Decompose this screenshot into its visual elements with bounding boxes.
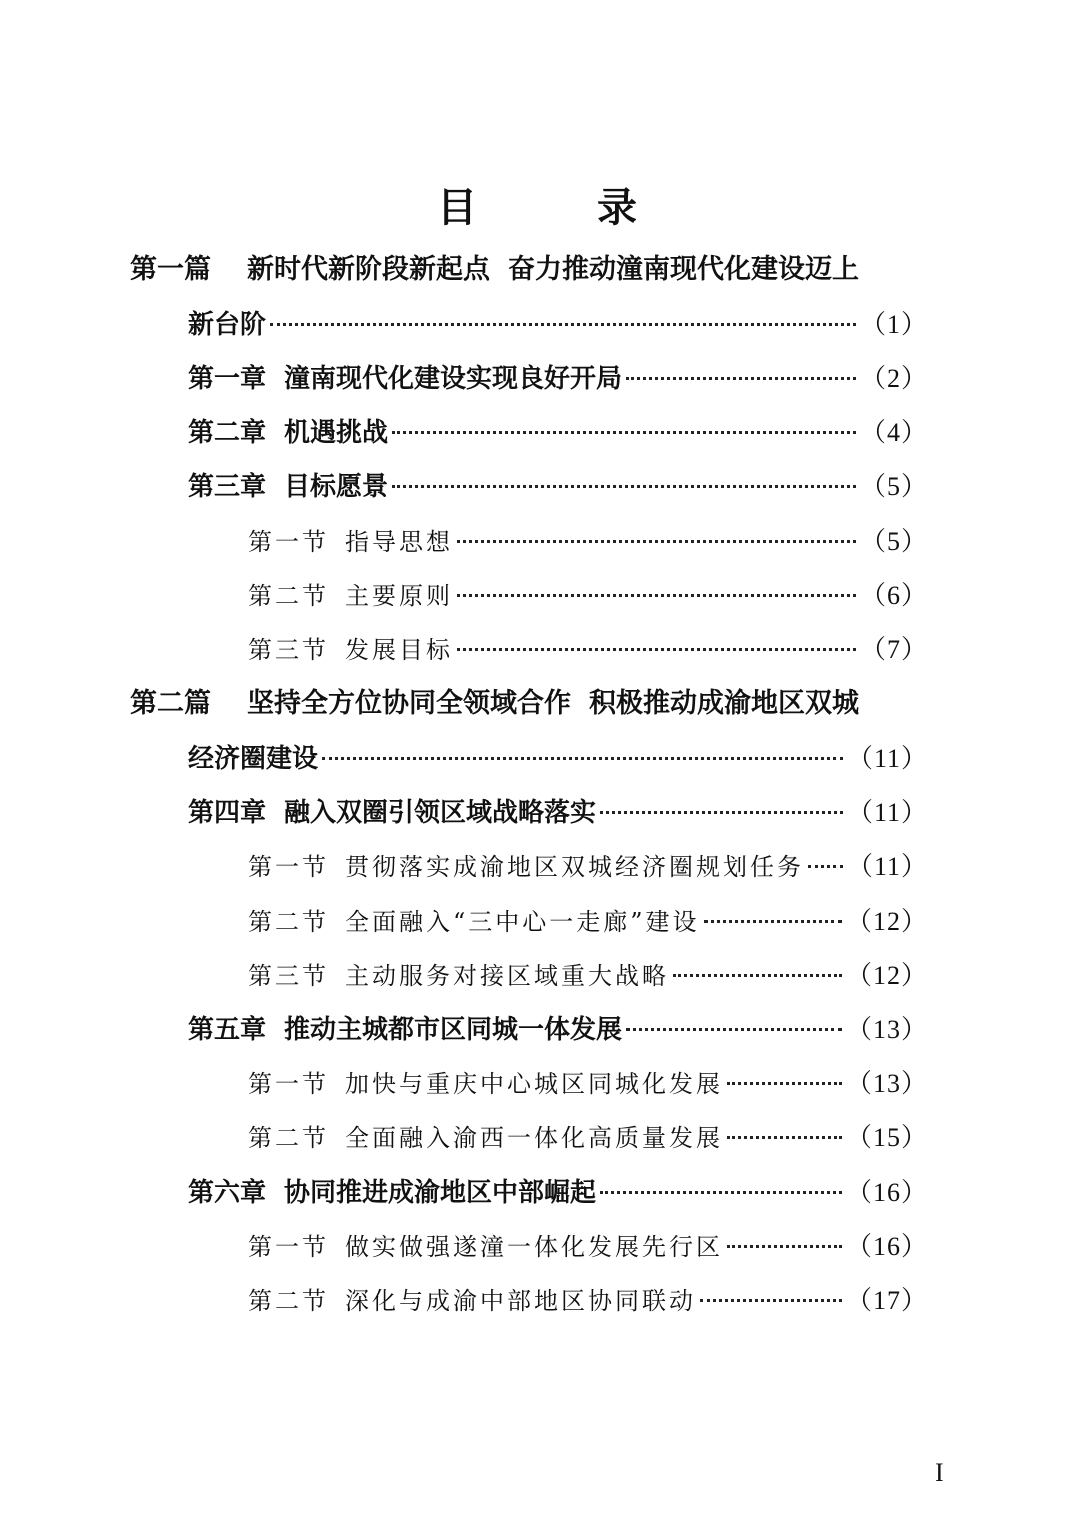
section-number: 第二节 xyxy=(248,1124,329,1152)
part-number: 第二篇 xyxy=(130,688,211,719)
toc-section[interactable] xyxy=(248,522,928,562)
part-title-continued: 经济圈建设 xyxy=(188,744,319,774)
section-number: 第一节 xyxy=(248,528,329,556)
page-number: （13） xyxy=(845,1015,928,1044)
dot-leader xyxy=(704,920,842,923)
page-number: （4） xyxy=(859,418,928,447)
chapter-title: 协同推进成渝地区中部崛起 xyxy=(284,1178,597,1208)
dot-leader xyxy=(457,648,856,651)
chapter-number: 第二章 xyxy=(188,418,267,448)
part-title-1: 新时代新阶段新起点 xyxy=(247,254,490,285)
dot-leader xyxy=(600,1191,842,1194)
toc-section[interactable] xyxy=(248,1118,928,1158)
section-title: 发展目标 xyxy=(345,636,453,664)
part-number: 第一篇 xyxy=(130,254,211,285)
dot-leader xyxy=(392,485,856,488)
page-number: （11） xyxy=(846,852,928,881)
section-title: 全面融入“三中心一走廊”建设 xyxy=(345,908,700,936)
chapter-title: 机遇挑战 xyxy=(284,418,389,448)
toc-part-continuation[interactable] xyxy=(188,305,928,345)
section-number: 第二节 xyxy=(248,582,329,610)
section-title: 加快与重庆中心城区同城化发展 xyxy=(345,1070,723,1098)
section-number: 第一节 xyxy=(248,1070,329,1098)
chapter-number: 第四章 xyxy=(188,798,267,828)
dot-leader xyxy=(673,974,842,977)
dot-leader xyxy=(626,1028,842,1031)
page-number: （2） xyxy=(859,364,928,393)
dot-leader xyxy=(457,540,856,543)
page-number: （15） xyxy=(845,1123,928,1152)
toc-section[interactable] xyxy=(248,1227,928,1267)
dot-leader xyxy=(457,594,856,597)
toc-chapter[interactable] xyxy=(188,359,928,399)
page-number: （1） xyxy=(859,310,928,339)
chapter-title: 推动主城都市区同城一体发展 xyxy=(284,1015,623,1045)
section-number: 第三节 xyxy=(248,636,329,664)
section-number: 第二节 xyxy=(248,908,329,936)
page-number: （12） xyxy=(845,907,928,936)
chapter-title: 潼南现代化建设实现良好开局 xyxy=(284,364,623,394)
toc-chapter[interactable] xyxy=(188,1173,928,1213)
part-title-continued: 新台阶 xyxy=(188,310,267,340)
toc-section[interactable] xyxy=(248,630,928,670)
toc-chapter[interactable] xyxy=(188,793,928,833)
section-number: 第一节 xyxy=(248,853,329,881)
page-number: （13） xyxy=(845,1069,928,1098)
dot-leader xyxy=(600,811,843,814)
part-title-1: 坚持全方位协同全领域合作 xyxy=(247,688,571,719)
dot-leader xyxy=(727,1136,842,1139)
dot-leader xyxy=(727,1245,842,1248)
toc-section[interactable] xyxy=(248,902,928,942)
page-number: （5） xyxy=(859,472,928,501)
page-number: （5） xyxy=(859,527,928,556)
page-number: （16） xyxy=(845,1232,928,1261)
dot-leader xyxy=(322,757,843,760)
toc-part-continuation[interactable] xyxy=(188,739,928,779)
chapter-title: 融入双圈引领区域战略落实 xyxy=(284,798,597,828)
dot-leader xyxy=(626,377,856,380)
dot-leader xyxy=(727,1082,842,1085)
section-title: 主动服务对接区域重大战略 xyxy=(345,962,669,990)
section-number: 第三节 xyxy=(248,962,329,990)
chapter-title: 目标愿景 xyxy=(284,472,389,502)
page-title: 目 录 xyxy=(437,185,677,231)
page-number: （12） xyxy=(845,961,928,990)
section-title: 贯彻落实成渝地区双城经济圈规划任务 xyxy=(345,853,804,881)
part-title-2: 奋力推动潼南现代化建设迈上 xyxy=(508,254,859,285)
chapter-number: 第五章 xyxy=(188,1015,267,1045)
chapter-number: 第六章 xyxy=(188,1178,267,1208)
page-number: （11） xyxy=(846,744,928,773)
toc-section[interactable] xyxy=(248,576,928,616)
section-title: 做实做强遂潼一体化发展先行区 xyxy=(345,1233,723,1261)
toc-section[interactable] xyxy=(248,847,928,887)
page-number: （6） xyxy=(859,581,928,610)
page-number: （7） xyxy=(859,635,928,664)
dot-leader xyxy=(270,323,856,326)
folio-page-number: I xyxy=(935,1458,944,1487)
dot-leader xyxy=(392,431,856,434)
page-number: （17） xyxy=(845,1286,928,1315)
toc-section[interactable] xyxy=(248,1281,928,1321)
dot-leader xyxy=(700,1299,842,1302)
toc-part-heading[interactable] xyxy=(130,250,950,290)
section-number: 第二节 xyxy=(248,1287,329,1315)
page-number: （16） xyxy=(845,1178,928,1207)
section-number: 第一节 xyxy=(248,1233,329,1261)
section-title: 深化与成渝中部地区协同联动 xyxy=(345,1287,696,1315)
page-number: （11） xyxy=(846,798,928,827)
section-title: 主要原则 xyxy=(345,582,453,610)
part-title-2: 积极推动成渝地区双城 xyxy=(589,688,859,719)
toc-chapter[interactable] xyxy=(188,413,928,453)
toc-chapter[interactable] xyxy=(188,467,928,507)
toc-part-heading[interactable] xyxy=(130,684,950,724)
toc-section[interactable] xyxy=(248,1064,928,1104)
chapter-number: 第三章 xyxy=(188,472,267,502)
toc-section[interactable] xyxy=(248,956,928,996)
chapter-number: 第一章 xyxy=(188,364,267,394)
section-title: 指导思想 xyxy=(345,528,453,556)
toc-chapter[interactable] xyxy=(188,1010,928,1050)
section-title: 全面融入渝西一体化高质量发展 xyxy=(345,1124,723,1152)
dot-leader xyxy=(808,865,843,868)
